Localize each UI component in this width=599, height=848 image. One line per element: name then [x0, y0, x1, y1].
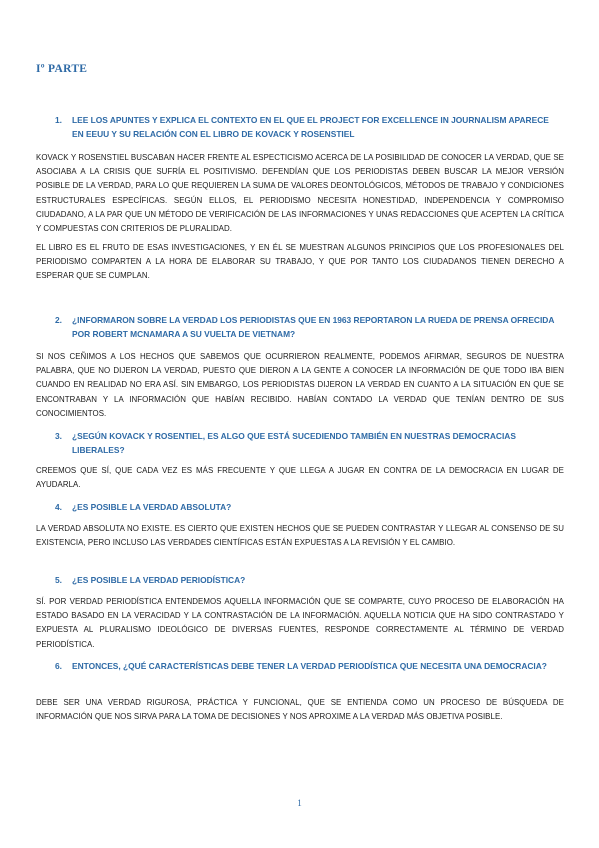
- part-title: Iº PARTE: [36, 63, 88, 75]
- answer-paragraph: LA VERDAD ABSOLUTA NO EXISTE. ES CIERTO QUE EXISTEN HECHOS QUE SE PUEDEN CONTRASTAR Y LLEGAR AL CONSENSO DE SU EXISTENCIA, PERO INCLUSO LAS VERDADES CIENTÍFICAS ESTÁN EXPUESTAS A LA REVISIÓN Y EL CAMBIO.: [36, 524, 564, 548]
- question-text: ENTONCES, ¿QUÉ CARACTERÍSTICAS DEBE TENER LA VERDAD PERIODÍSTICA QUE NECESITA UNA DEMOCRACIA?: [72, 661, 547, 671]
- question-heading-1: [55, 113, 555, 141]
- page-number: 1: [297, 798, 302, 808]
- question-heading-2: [55, 313, 555, 341]
- answer-paragraph: SÍ. POR VERDAD PERIODÍSTICA ENTENDEMOS AQUELLA INFORMACIÓN QUE SE COMPARTE, CUYO PROCESO DE ELABORACIÓN HA ESTADO BASADO EN LA VERACIDAD Y LA CONTRASTACIÓN DE LA INFORMACIÓN. AQUELLA NOTICIA QUE HA SIDO CONTRASTADO Y EXPUESTA AL PLURALISMO IDEOLÓGICO DE DIVERSAS FUENTES, RESPONDE CORRECTAMENTE AL TÉRMINO DE VERDAD PERIODÍSTICA.: [36, 597, 564, 649]
- question-heading-4: [55, 500, 555, 514]
- question-text: LEE LOS APUNTES Y EXPLICA EL CONTEXTO EN EL QUE EL PROJECT FOR EXCELLENCE IN JOURNALISM APARECE EN EEUU Y SU RELACIÓN CON EL LIBRO DE KOVACK Y ROSENSTIEL: [72, 115, 549, 139]
- answer-paragraph: SI NOS CEÑIMOS A LOS HECHOS QUE SABEMOS QUE OCURRIERON REALMENTE, PODEMOS AFIRMAR, SEGUROS DE NUESTRA PALABRA, QUE NO DIJERON LA VERDAD, PUESTO QUE DIERON A LA GENTE A CONOCER LA INFORMACIÓN DE QUE TODO IBA BIEN CUANDO EN REALIDAD NO ERA ASÍ. SIN EMBARGO, LOS PERIODISTAS DIJERON LA VERDAD EN CUANTO A LA SITUACIÓN EN QUE SE ENCONTRABAN Y LA INFORMACIÓN QUE HABÍAN RECIBIDO. HABÍAN CONTADO LA VERDAD QUE TENÍAN DENTRO DE SUS CONOCIMIENTOS.: [36, 352, 564, 418]
- question-text: ¿SEGÚN KOVACK Y ROSENTIEL, ES ALGO QUE ESTÁ SUCEDIENDO TAMBIÉN EN NUESTRAS DEMOCRACIAS LIBERALES?: [72, 431, 516, 455]
- question-text: ¿ES POSIBLE LA VERDAD ABSOLUTA?: [72, 502, 232, 512]
- question-heading-5: [55, 573, 555, 587]
- question-text: ¿ES POSIBLE LA VERDAD PERIODÍSTICA?: [72, 575, 246, 585]
- answer-paragraph: EL LIBRO ES EL FRUTO DE ESAS INVESTIGACIONES, Y EN ÉL SE MUESTRAN ALGUNOS PRINCIPIOS QUE LOS PROFESIONALES DEL PERIODISMO COMPARTEN A LA HORA DE ELABORAR SU TRABAJO, Y QUE POR TANTO LOS CIUDADANOS TIENEN DERECHO A ESPERAR QUE SE CUMPLAN.: [36, 243, 564, 281]
- answer-paragraph: KOVACK Y ROSENSTIEL BUSCABAN HACER FRENTE AL ESPECTICISMO ACERCA DE LA POSIBILIDAD DE CONOCER LA VERDAD, QUE SE ASOCIABA A LA CRISIS QUE SUFRÍA EL POSITIVISMO. DEFENDÍAN QUE LOS PERIODISTAS DEBEN BUSCAR LA MEJOR VERSIÓN POSIBLE DE LA VERDAD, PARA LO QUE REQUIEREN LA SUMA DE VALORES DEONTOLÓGICOS, MÉTODOS DE TRABAJO Y CONDICIONES ESTRUCTURALES ESPECÍFICAS. SEGÚN ELLOS, EL PERIODISMO NECESITA HONESTIDAD, INDEPENDENCIA Y COMPROMISO CIUDADANO, A LA PAR QUE UN MÉTODO DE VERIFICACIÓN DE LAS INFORMACIONES Y UNAS REDACCIONES QUE ACEPTEN LA CRÍTICA Y COMPUESTAS CON CRITERIOS DE PLURALIDAD.: [36, 153, 564, 234]
- question-number: 2.: [55, 315, 62, 325]
- question-heading-3: [55, 429, 555, 457]
- answer-paragraph: DEBE SER UNA VERDAD RIGUROSA, PRÁCTICA Y FUNCIONAL, QUE SE ENTIENDA COMO UN PROCESO DE BÚSQUEDA DE INFORMACIÓN QUE NOS SIRVA PARA LA TOMA DE DECISIONES Y NOS APROXIME A LA VERDAD MÁS OBJETIVA POSIBLE.: [36, 698, 564, 722]
- question-number: 6.: [55, 661, 62, 671]
- question-number: 1.: [55, 115, 62, 125]
- question-number: 3.: [55, 431, 62, 441]
- question-number: 5.: [55, 575, 62, 585]
- question-heading-6: [55, 659, 555, 673]
- question-text: ¿INFORMARON SOBRE LA VERDAD LOS PERIODISTAS QUE EN 1963 REPORTARON LA RUEDA DE PRENSA OFRECIDA POR ROBERT MCNAMARA A SU VUELTA DE VIETNAM?: [72, 315, 555, 339]
- answer-paragraph: CREEMOS QUE SÍ, QUE CADA VEZ ES MÁS FRECUENTE Y QUE LLEGA A JUGAR EN CONTRA DE LA DEMOCRACIA EN LUGAR DE AYUDARLA.: [36, 466, 564, 490]
- question-number: 4.: [55, 502, 62, 512]
